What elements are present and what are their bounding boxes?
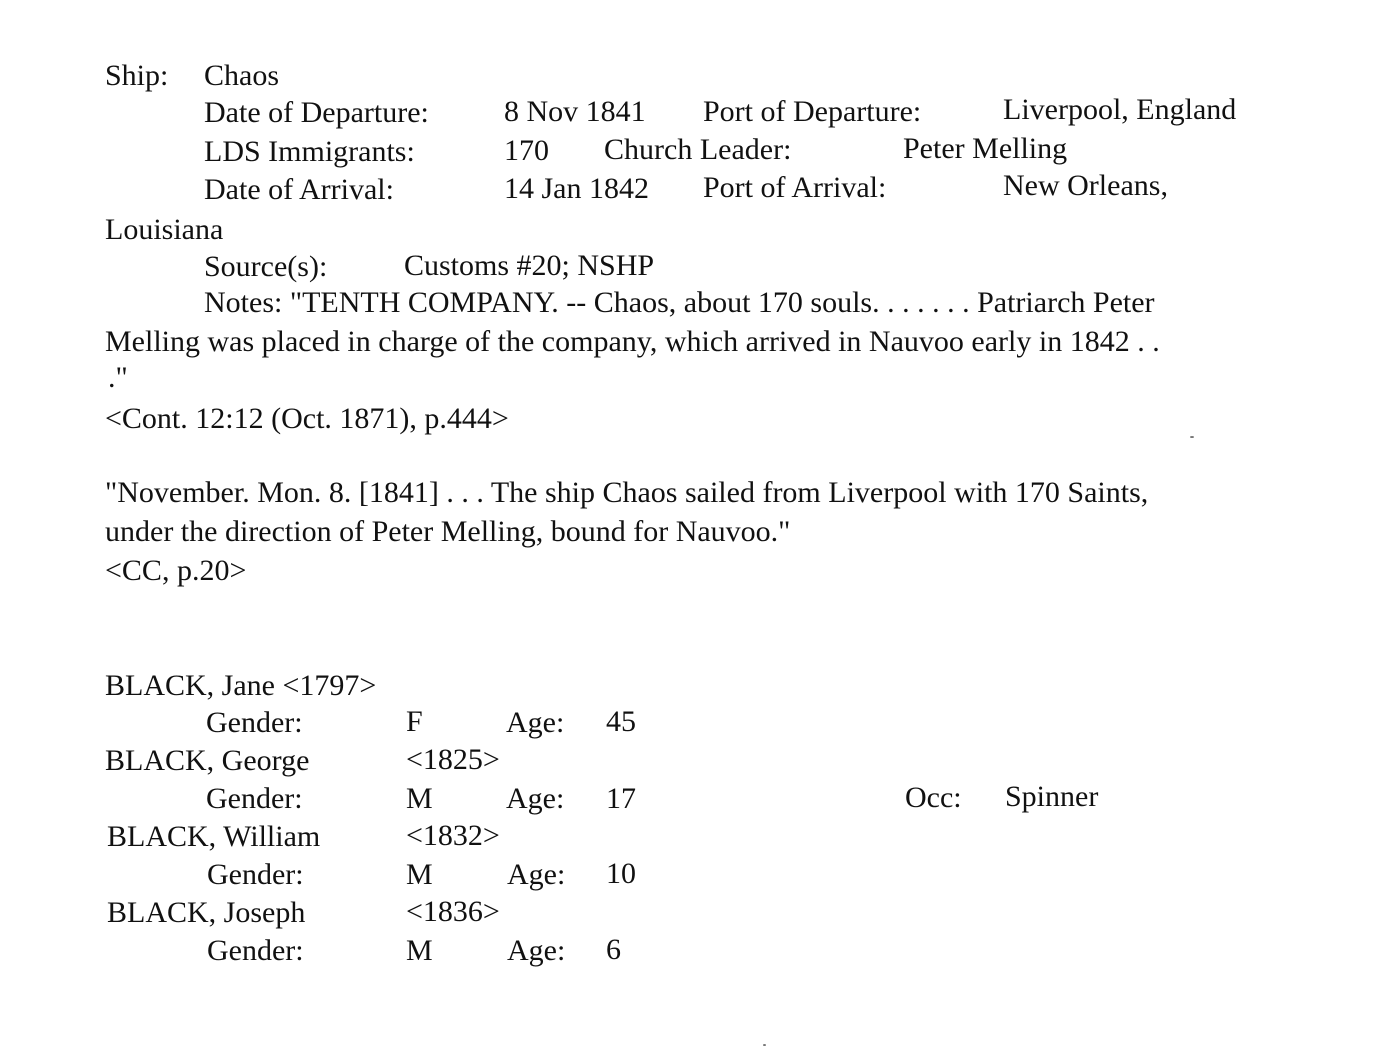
leader-label: Church Leader: (604, 133, 792, 166)
arrival-port: New Orleans, (1003, 169, 1168, 202)
age-value: 10 (606, 857, 636, 890)
departure-port: Liverpool, England (1003, 93, 1237, 126)
occupation-value: Spinner (1005, 780, 1099, 813)
departure-port-label: Port of Departure: (703, 95, 922, 128)
citation-2: <CC, p.20> (105, 554, 247, 587)
occupation-label: Occ: (905, 781, 962, 814)
arrival-date-label: Date of Arrival: (204, 173, 394, 206)
immigrants-count: 170 (504, 134, 549, 167)
ship-name: Chaos (204, 59, 279, 92)
age-label: Age: (506, 782, 565, 815)
passenger-name: BLACK, Jane <1797> (105, 669, 377, 702)
gender-value: M (406, 858, 433, 891)
quote-line-1: "November. Mon. 8. [1841] . . . The ship Chaos sailed from Liverpool with 170 Saints, (105, 476, 1149, 509)
sources-label: Source(s): (204, 250, 328, 283)
age-value: 17 (606, 782, 636, 815)
birth-year: <1836> (406, 895, 500, 928)
arrival-port-label: Port of Arrival: (703, 171, 887, 204)
scan-speck (763, 1044, 766, 1046)
passenger-name: BLACK, William (107, 820, 321, 853)
age-label: Age: (507, 934, 566, 967)
birth-year: <1832> (406, 819, 500, 852)
arrival-date: 14 Jan 1842 (504, 172, 649, 205)
departure-date: 8 Nov 1841 (504, 95, 646, 128)
gender-label: Gender: (206, 706, 303, 739)
immigrants-label: LDS Immigrants: (204, 135, 415, 168)
passenger-name: BLACK, Joseph (107, 896, 306, 929)
birth-year: <1825> (406, 743, 500, 776)
passenger-name: BLACK, George (105, 744, 310, 777)
leader-name: Peter Melling (903, 132, 1068, 165)
gender-value: F (406, 705, 423, 738)
notes-line-3: ." (108, 361, 128, 394)
sources: Customs #20; NSHP (404, 249, 655, 282)
age-value: 45 (606, 705, 636, 738)
citation-1: <Cont. 12:12 (Oct. 1871), p.444> (105, 402, 509, 435)
notes-line-2: Melling was placed in charge of the company, which arrived in Nauvoo early in 1842 . . (105, 325, 1160, 358)
arrival-port-continued: Louisiana (105, 213, 224, 246)
notes-line-1: Notes: "TENTH COMPANY. -- Chaos, about 170 souls. . . . . . . Patriarch Peter (204, 286, 1155, 319)
age-label: Age: (507, 858, 566, 891)
departure-date-label: Date of Departure: (204, 96, 429, 129)
gender-label: Gender: (207, 934, 304, 967)
gender-label: Gender: (206, 782, 303, 815)
quote-line-2: under the direction of Peter Melling, bound for Nauvoo." (105, 515, 791, 548)
age-value: 6 (606, 933, 621, 966)
ship-label: Ship: (105, 59, 169, 92)
gender-value: M (406, 934, 433, 967)
scan-speck (1190, 436, 1194, 438)
gender-value: M (406, 782, 433, 815)
age-label: Age: (506, 706, 565, 739)
gender-label: Gender: (207, 858, 304, 891)
